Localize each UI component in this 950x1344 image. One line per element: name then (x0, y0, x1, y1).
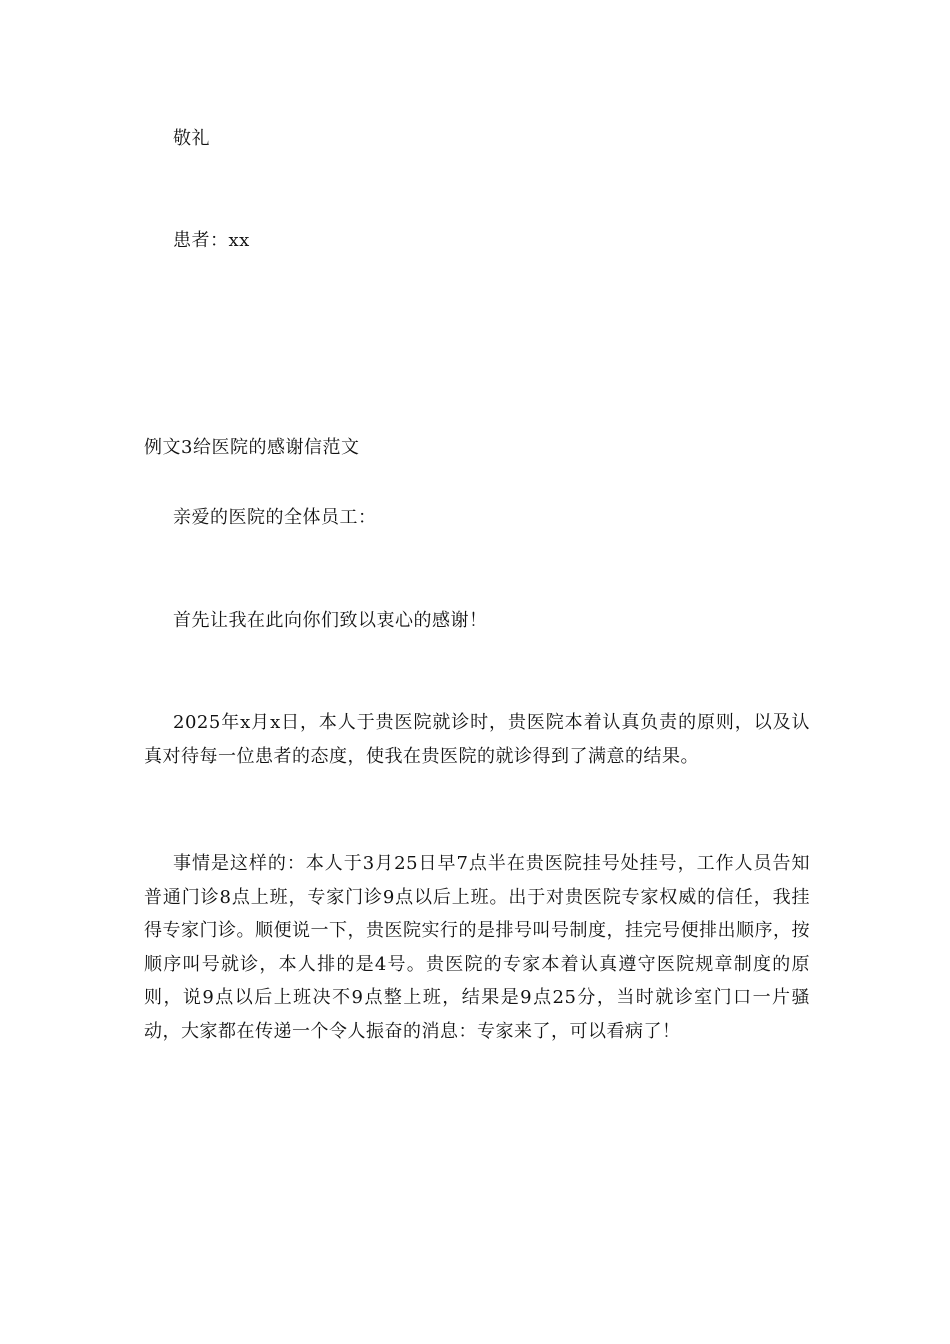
section-heading: 例文3给医院的感谢信范文 (144, 437, 360, 458)
letter-greeting: 亲爱的医院的全体员工： (173, 507, 377, 528)
paragraph-story: 事情是这样的：本人于3月25日早7点半在贵医院挂号处挂号，工作人员告知普通门诊8点上班，专家门诊9点以后上班。出于对贵医院专家权威的信任，我挂得专家门诊。顺便说一下，贵医院实行的是排号叫号制度，挂完号便排出顺序，按顺序叫号就诊，本人排的是4号。贵医院的专家本着认真遵守医院规章制度的原则，说9点以后上班决不9点整上班，结果是9点25分，当时就诊室门口一片骚动，大家都在传递一个令人振奋的消息：专家来了，可以看病了！ (144, 853, 810, 1042)
paragraph-thanks: 首先让我在此向你们致以衷心的感谢！ (173, 610, 488, 631)
signature: 患者：xx (173, 230, 250, 251)
closing-salutation: 敬礼 (173, 128, 210, 149)
paragraph-visit: 2025年x月x日，本人于贵医院就诊时，贵医院本着认真负责的原则，以及认真对待每一位患者的态度，使我在贵医院的就诊得到了满意的结果。 (144, 712, 810, 767)
